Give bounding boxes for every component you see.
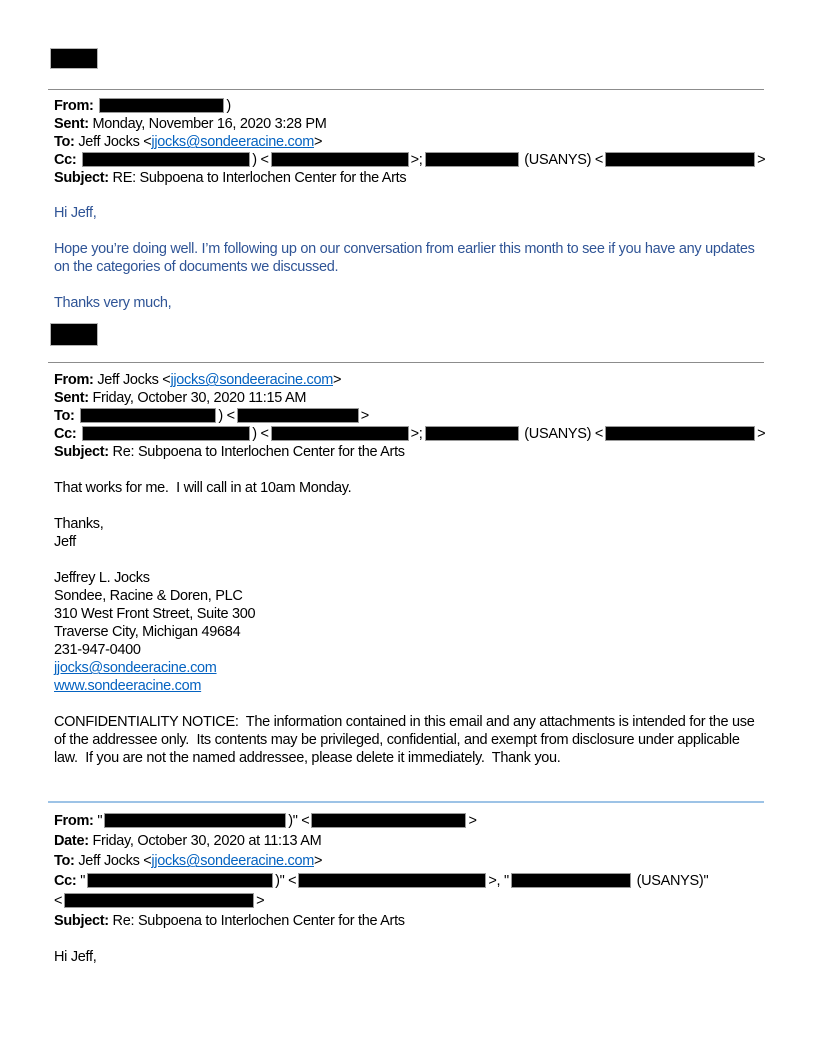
email-2-header — [54, 371, 766, 461]
cc-seg: >, " — [488, 873, 509, 890]
sender-name: Jeff — [54, 534, 76, 551]
cc-seg: < — [54, 893, 63, 910]
to-line — [54, 133, 762, 151]
redaction-box — [82, 152, 250, 167]
redaction-box — [104, 813, 286, 828]
email-1-body — [54, 204, 762, 312]
cc-label: Cc: — [54, 873, 77, 890]
confidentiality-notice: CONFIDENTIALITY NOTICE: The information contained in this email and any attachments is intended for the use of the addressee only. Its contents may be privileged, confidential, and exempt from disclosure under applicable law. If you are not the named addressee, please delete it immediately. Thank you. — [54, 714, 759, 767]
subject-line — [54, 443, 762, 461]
to-label: To: — [54, 134, 75, 151]
cc-seg: > — [757, 426, 766, 443]
cc-label: Cc: — [54, 152, 77, 169]
closing: Thanks very much, — [54, 295, 172, 312]
body-paragraph: That works for me. I will call in at 10am Monday. — [54, 480, 352, 497]
sent-value: Friday, October 30, 2020 11:15 AM — [92, 390, 307, 407]
from-rest: ) — [226, 98, 231, 115]
to-label: To: — [54, 853, 75, 870]
signature-name: Jeffrey L. Jocks — [54, 570, 150, 587]
sent-label: Sent: — [54, 116, 89, 133]
email-2-body — [54, 479, 762, 767]
redaction-box — [271, 152, 409, 167]
to-name: Jeff Jocks < — [78, 853, 152, 870]
to-line — [54, 407, 762, 425]
from-line — [54, 97, 762, 115]
email-link[interactable]: jjocks@sondeeracine.com — [54, 660, 217, 677]
email-link[interactable]: jjocks@sondeeracine.com — [151, 134, 314, 151]
redaction-box — [237, 408, 359, 423]
cc-seg: ) < — [252, 426, 269, 443]
body-paragraph: Hope you’re doing well. I’m following up on our conversation from earlier this month to see if you have any updates on the categories of documents we discussed. — [54, 241, 755, 276]
to-close: > — [313, 853, 323, 870]
greeting: Hi Jeff, — [54, 949, 97, 966]
cc-seg: )" < — [275, 873, 297, 890]
redaction-box — [605, 152, 755, 167]
cc-seg: (USANYS)" — [636, 873, 709, 890]
cc-seg: (USANYS) < — [524, 152, 604, 169]
sent-line — [54, 115, 762, 133]
subject-line — [54, 169, 762, 187]
from-name: Jeff Jocks < — [97, 372, 171, 389]
signature-city: Traverse City, Michigan 49684 — [54, 624, 241, 641]
website-link[interactable]: www.sondeeracine.com — [54, 678, 202, 695]
sent-label: Sent: — [54, 390, 89, 407]
greeting: Hi Jeff, — [54, 205, 97, 222]
from-label: From: — [54, 813, 94, 830]
from-seg: " — [97, 813, 103, 830]
signature-firm: Sondee, Racine & Doren, PLC — [54, 588, 243, 605]
redaction-box-signature — [50, 323, 98, 346]
redaction-box — [311, 813, 466, 828]
separator-line — [48, 89, 764, 90]
cc-label: Cc: — [54, 426, 77, 443]
subject-label: Subject: — [54, 913, 109, 930]
redaction-box — [87, 873, 273, 888]
email-1-header — [54, 97, 766, 187]
from-line — [54, 811, 762, 831]
from-seg: > — [468, 813, 477, 830]
cc-seg: >; — [410, 152, 423, 169]
signature-phone: 231-947-0400 — [54, 642, 141, 659]
redaction-box — [80, 408, 216, 423]
cc-line — [54, 871, 762, 891]
separator-line-blue — [48, 801, 764, 803]
from-close: > — [333, 372, 342, 389]
to-name: Jeff Jocks < — [78, 134, 152, 151]
from-seg: )" < — [288, 813, 310, 830]
email-3-body — [54, 948, 762, 966]
sent-line — [54, 389, 762, 407]
to-close: > — [313, 134, 323, 151]
date-value: Friday, October 30, 2020 at 11:13 AM — [92, 833, 322, 850]
date-label: Date: — [54, 833, 89, 850]
subject-value: Re: Subpoena to Interlochen Center for the Arts — [112, 913, 405, 930]
subject-label: Subject: — [54, 444, 109, 461]
redaction-box — [511, 873, 631, 888]
cc-seg: > — [757, 152, 766, 169]
to-seg: > — [360, 408, 369, 425]
separator-line — [48, 362, 764, 363]
signature-street: 310 West Front Street, Suite 300 — [54, 606, 256, 623]
from-line — [54, 371, 762, 389]
redaction-box — [425, 426, 519, 441]
subject-label: Subject: — [54, 170, 109, 187]
cc-seg: " — [80, 873, 86, 890]
sent-value: Monday, November 16, 2020 3:28 PM — [92, 116, 327, 133]
cc-seg: ) < — [252, 152, 269, 169]
redaction-box — [605, 426, 755, 441]
redaction-box — [425, 152, 519, 167]
redaction-box — [64, 893, 254, 908]
redaction-box — [82, 426, 250, 441]
email-link[interactable]: jjocks@sondeeracine.com — [170, 372, 333, 389]
to-label: To: — [54, 408, 75, 425]
email-link[interactable]: jjocks@sondeeracine.com — [151, 853, 314, 870]
from-label: From: — [54, 98, 94, 115]
email-3-header — [54, 811, 762, 931]
closing: Thanks, — [54, 516, 104, 533]
to-seg: ) < — [218, 408, 235, 425]
cc-line — [54, 151, 766, 169]
subject-value: RE: Subpoena to Interlochen Center for the Arts — [112, 170, 407, 187]
cc-seg: > — [256, 893, 265, 910]
to-line — [54, 851, 762, 871]
subject-value: Re: Subpoena to Interlochen Center for the Arts — [112, 444, 405, 461]
subject-line — [54, 911, 762, 931]
cc-line — [54, 425, 766, 443]
redaction-box — [298, 873, 486, 888]
signature-block — [54, 569, 762, 695]
from-label: From: — [54, 372, 94, 389]
redaction-box — [271, 426, 409, 441]
redaction-box — [99, 98, 224, 113]
cc-seg: (USANYS) < — [524, 426, 604, 443]
cc-seg: >; — [410, 426, 423, 443]
redaction-box-top — [50, 48, 98, 69]
cc-line-continued — [54, 891, 762, 911]
date-line — [54, 831, 762, 851]
